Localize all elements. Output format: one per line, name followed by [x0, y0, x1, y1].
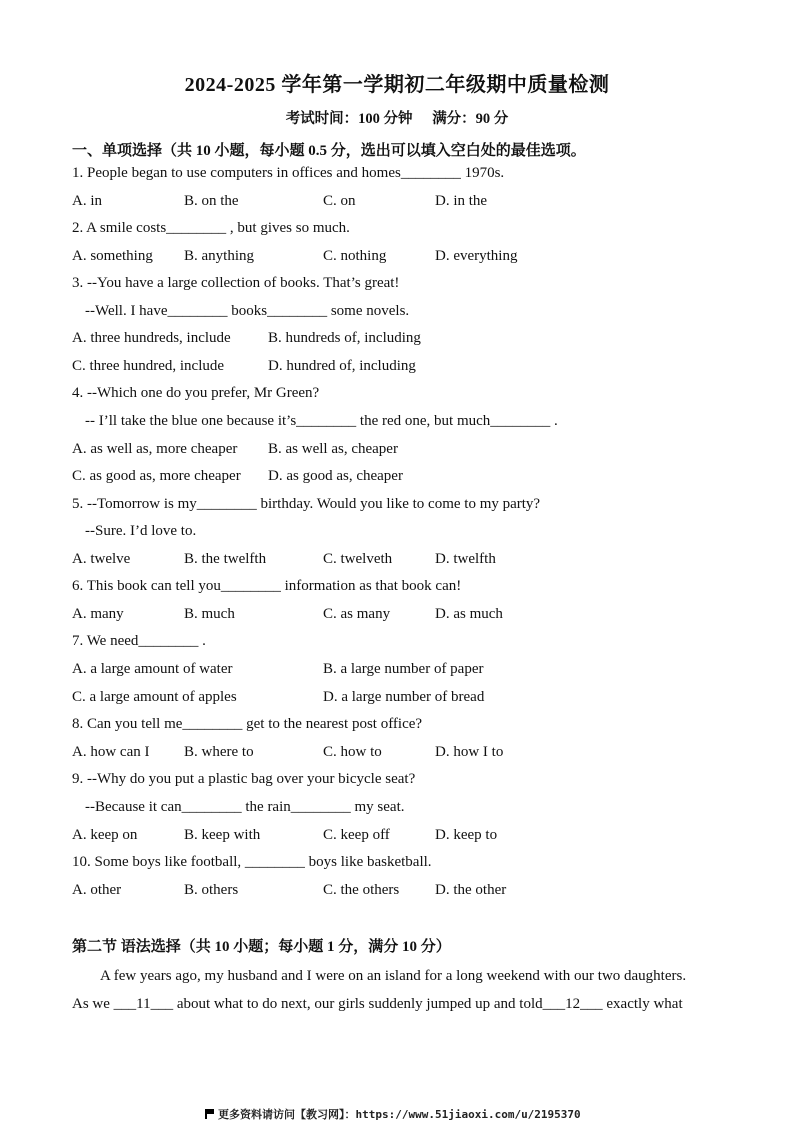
passage-line-1: A few years ago, my husband and I were on an island for a long weekend with our two daughters. — [100, 968, 687, 984]
exam-info — [0, 107, 794, 128]
q9-option-d: D. keep to — [435, 827, 498, 843]
q2-option-a: A. something — [72, 248, 153, 264]
q9-option-b: B. keep with — [184, 827, 261, 843]
q8-stem: 8. Can you tell me________ get to the nearest post office? — [72, 716, 423, 732]
q1-stem: 1. People began to use computers in offices and homes________ 1970s. — [72, 165, 505, 181]
q5-option-a: A. twelve — [72, 551, 131, 567]
q8-option-d: D. how I to — [435, 744, 504, 760]
q4-stem: 4. --Which one do you prefer, Mr Green? — [72, 385, 320, 401]
q10-option-a: A. other — [72, 882, 122, 898]
q4-option-b: B. as well as, cheaper — [268, 441, 398, 457]
q3-option-b: B. hundreds of, including — [268, 330, 421, 346]
q4-option-c: C. as good as, more cheaper — [72, 468, 241, 484]
q1-option-c: C. on — [323, 193, 356, 209]
q10-stem: 10. Some boys like football, ________ boys like basketball. — [72, 854, 432, 870]
q6-option-b: B. much — [184, 606, 235, 622]
q5-stem: 5. --Tomorrow is my________ birthday. Would you like to come to my party? — [72, 496, 541, 512]
q1-option-d: D. in the — [435, 193, 488, 209]
q4-option-a: A. as well as, more cheaper — [72, 441, 238, 457]
q9-stem: 9. --Why do you put a plastic bag over your bicycle seat? — [72, 771, 416, 787]
exam-title: 2024-2025 学年第一学期初二年级期中质量检测 — [184, 74, 610, 96]
q7-option-b: B. a large number of paper — [323, 661, 484, 677]
footer-text[interactable]: 更多资料请访问【教习网】：https://www.51jiaoxi.com/u/2195370 — [218, 1108, 581, 1121]
q9-stem-reply: --Because it can________ the rain________ my seat. — [85, 799, 405, 815]
q8-option-b: B. where to — [184, 744, 254, 760]
section1-heading: 一、单项选择（共 10 小题，每小题 0.5 分，选出可以填入空白处的最佳选项。 — [72, 143, 586, 159]
passage-line-2: As we ___11___ about what to do next, our girls suddenly jumped up and told___12___ exactly what — [72, 996, 683, 1012]
q9-option-a: A. keep on — [72, 827, 138, 843]
q3-option-d: D. hundred of, including — [268, 358, 416, 374]
q10-option-d: D. the other — [435, 882, 507, 898]
q3-option-a: A. three hundreds, include — [72, 330, 231, 346]
q10-option-b: B. others — [184, 882, 239, 898]
q5-stem-reply: --Sure. I’d love to. — [85, 523, 197, 539]
q4-option-d: D. as good as, cheaper — [268, 468, 403, 484]
q6-stem: 6. This book can tell you________ information as that book can! — [72, 578, 462, 594]
q3-option-c: C. three hundred, include — [72, 358, 225, 374]
section2-heading: 第二节 语法选择（共 10 小题；每小题 1 分，满分 10 分） — [72, 939, 451, 955]
q3-stem: 3. --You have a large collection of books. That’s great! — [72, 275, 400, 291]
footer — [205, 1106, 581, 1122]
q1-option-a: A. in — [72, 193, 102, 209]
q6-option-a: A. many — [72, 606, 124, 622]
q8-option-c: C. how to — [323, 744, 382, 760]
q1-option-b: B. on the — [184, 193, 239, 209]
q9-option-c: C. keep off — [323, 827, 390, 843]
q2-option-c: C. nothing — [323, 248, 387, 264]
exam-score: 满分：90 分 — [432, 111, 509, 127]
q5-option-d: D. twelfth — [435, 551, 496, 567]
q5-option-c: C. twelveth — [323, 551, 393, 567]
q10-option-c: C. the others — [323, 882, 400, 898]
flag-icon — [205, 1109, 214, 1119]
q4-stem-reply: -- I’ll take the blue one because it’s________ the red one, but much________ . — [85, 413, 558, 429]
q2-stem: 2. A smile costs________ , but gives so much. — [72, 220, 350, 236]
q2-option-d: D. everything — [435, 248, 518, 264]
q8-option-a: A. how can I — [72, 744, 150, 760]
q5-option-b: B. the twelfth — [184, 551, 267, 567]
q3-stem-reply: --Well. I have________ books________ some novels. — [85, 303, 410, 319]
q7-stem: 7. We need________ . — [72, 633, 206, 649]
exam-time: 考试时间：100 分钟 — [285, 111, 413, 127]
q2-option-b: B. anything — [184, 248, 254, 264]
q7-option-a: A. a large amount of water — [72, 661, 233, 677]
q7-option-c: C. a large amount of apples — [72, 689, 237, 705]
q6-option-d: D. as much — [435, 606, 503, 622]
q7-option-d: D. a large number of bread — [323, 689, 485, 705]
q6-option-c: C. as many — [323, 606, 391, 622]
